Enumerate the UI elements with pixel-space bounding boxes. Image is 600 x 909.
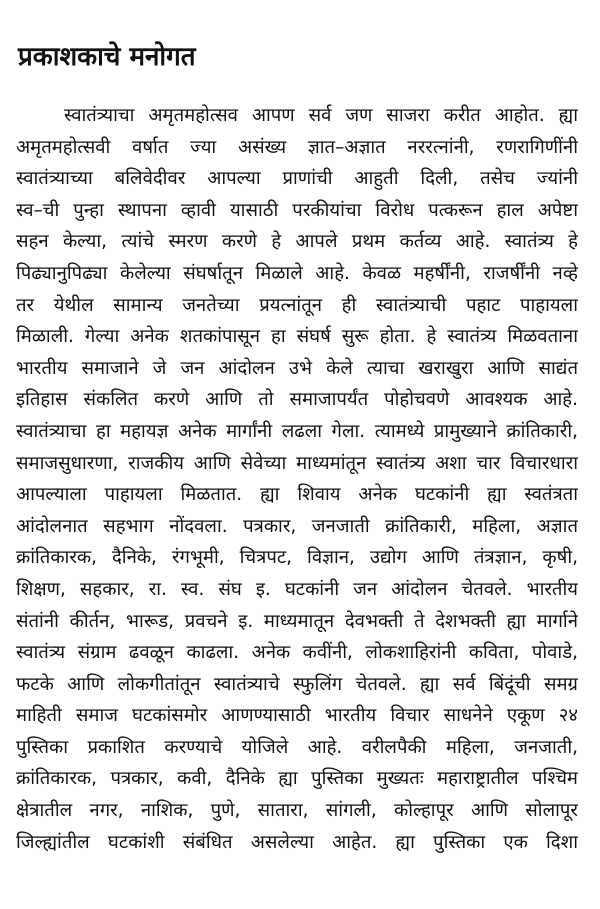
text-line: स्वातंत्र्याचा अमृतमहोत्सव आपण सर्व जण साजरा करीत आहोत. ह्या (64, 105, 578, 126)
page-title: प्रकाशकाचे मनोगत (18, 42, 196, 72)
text-line: समाजसुधारणा, राजकीय आणि सेवेच्या माध्यमांतून स्वातंत्र्य अशा चार विचारधारा (16, 452, 578, 474)
text-line: भारतीय समाजाने जे जन आंदोलन उभे केले त्याचा खराखुरा आणि साद्यंत (16, 357, 578, 379)
text-line: आपल्याला पाहायला मिळतात. ह्या शिवाय अनेक घटकांनी ह्या स्वतंत्रता (16, 484, 578, 506)
text-line: फटके आणि लोकगीतांतून स्वातंत्र्याचे स्फुलिंग चेतवले. ह्या सर्व बिंदूंची समग्र (16, 673, 578, 695)
text-line: क्रांतिकारक, दैनिके, रंगभूमी, चित्रपट, विज्ञान, उद्योग आणि तंत्रज्ञान, कृषी, (16, 547, 578, 569)
text-line: पिढ्यानुपिढ्या केलेल्या संघर्षातून मिळाले आहे. केवळ महर्षींनी, राजर्षींनी नव्हे (16, 262, 578, 284)
text-line: मिळाली. गेल्या अनेक शतकांपासून हा संघर्ष सुरू होता. हे स्वातंत्र्य मिळवताना (16, 326, 578, 348)
text-line: माहिती समाज घटकांसमोर आणण्यासाठी भारतीय विचार साधनेने एकूण २४ (16, 705, 578, 727)
text-line: सहन केल्या, त्यांचे स्मरण करणे हे आपले प्रथम कर्तव्य आहे. स्वातंत्र्य हे (16, 231, 578, 253)
text-line: आंदोलनात सहभाग नोंदवला. पत्रकार, जनजाती क्रांतिकारी, महिला, अज्ञात (16, 515, 578, 537)
text-line: स्वातंत्र्याचा हा महायज्ञ अनेक मार्गांनी लढला गेला. त्यामध्ये प्रामुख्याने क्रांतिकारी, (16, 420, 578, 442)
text-line: तर येथील सामान्य जनतेच्या प्रयत्नांतून ही स्वातंत्र्याची पहाट पाहायला (16, 294, 578, 316)
text-line: जिल्ह्यांतील घटकांशी संबंधित असलेल्या आहेत. ह्या पुस्तिका एक दिशा (16, 831, 578, 853)
body-text (16, 100, 578, 858)
text-line: स्वातंत्र्याच्या बलिवेदीवर आपल्या प्राणांची आहुती दिली, तसेच ज्यांनी (16, 168, 578, 190)
text-line: पुस्तिका प्रकाशित करण्याचे योजिले आहे. वरीलपैकी महिला, जनजाती, (16, 736, 578, 758)
text-line: क्रांतिकारक, पत्रकार, कवी, दैनिके ह्या पुस्तिका मुख्यतः महाराष्ट्रातील पश्चिम (16, 768, 578, 790)
text-line: इतिहास संकलित करणे आणि तो समाजापर्यंत पोहोचवणे आवश्यक आहे. (16, 389, 578, 411)
text-line: क्षेत्रातील नगर, नाशिक, पुणे, सातारा, सांगली, कोल्हापूर आणि सोलापूर (16, 800, 578, 822)
text-line: अमृतमहोत्सवी वर्षात ज्या असंख्य ज्ञात–अज्ञात नररत्नांनी, रणरागिणींनी (16, 136, 578, 158)
text-line: स्व–ची पुन्हा स्थापना व्हावी यासाठी परकीयांचा विरोध पत्करून हाल अपेष्टा (16, 199, 578, 221)
text-line: स्वातंत्र्य संग्राम ढवळून काढला. अनेक कवींनी, लोकशाहिरांनी कविता, पोवाडे, (16, 642, 578, 664)
text-line: शिक्षण, सहकार, रा. स्व. संघ इ. घटकांनी जन आंदोलन चेतवले. भारतीय (16, 578, 578, 600)
text-line: संतांनी कीर्तन, भारूड, प्रवचने इ. माध्यमातून देवभक्ती ते देशभक्ती ह्या मार्गाने (16, 610, 578, 632)
